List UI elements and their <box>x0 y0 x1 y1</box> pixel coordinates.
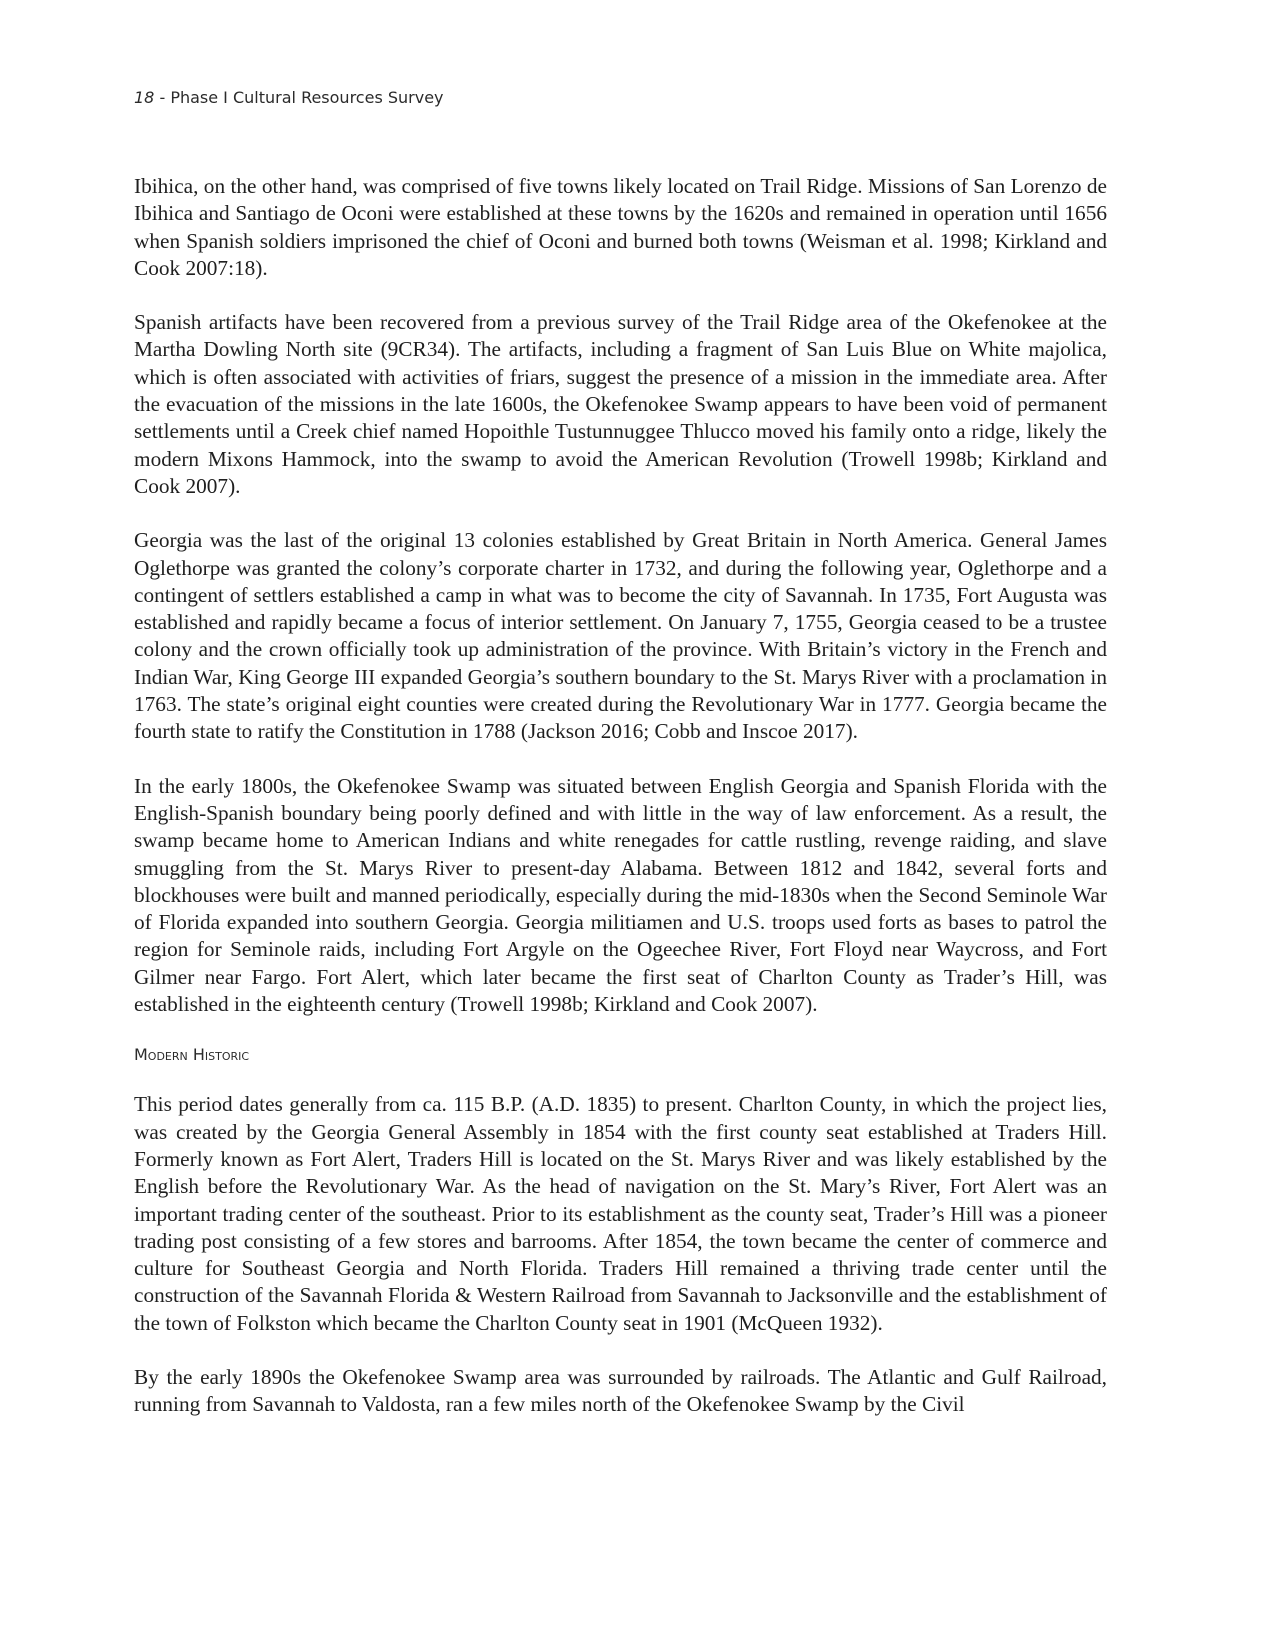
running-header <box>134 88 444 107</box>
paragraph-spanish-artifacts: Spanish artifacts have been recovered from a previous survey of the Trail Ridge area of the Okefenokee at the Martha Dowling North site (9CR34). The artifacts, including a fragment of San Luis Blue on White majolica, which is often associated with activities of friars, suggest the presence of a mission in the immediate area. After the evacuation of the missions in the late 1600s, the Okefenokee Swamp appears to have been void of permanent settlements until a Creek chief named Hopoithle Tustunnuggee Thlucco moved his family onto a ridge, likely the modern Mixons Hammock, into the swamp to avoid the American Revolution (Trowell 1998b; Kirkland and Cook 2007). <box>134 310 1107 498</box>
section-heading-modern-historic: Modern Historic <box>134 1045 250 1065</box>
header-title: Phase I Cultural Resources Survey <box>170 88 444 107</box>
page-number: 18 <box>134 88 155 107</box>
header-separator: - <box>154 88 171 107</box>
paragraph-georgia-colony: Georgia was the last of the original 13 colonies established by Great Britain in North America. General James Oglethorpe was granted the colony’s corporate charter in 1732, and during the following year, Oglethorpe and a contingent of settlers established a camp in what was to become the city of Savannah. In 1735, Fort Augusta was established and rapidly became a focus of interior settlement. On January 7, 1755, Georgia ceased to be a trustee colony and the crown officially took up administration of the province. With Britain’s victory in the French and Indian War, King George III expanded Georgia’s southern boundary to the St. Marys River with a proclamation in 1763. The state’s original eight counties were created during the Revolutionary War in 1777. Georgia became the fourth state to ratify the Constitution in 1788 (Jackson 2016; Cobb and Inscoe 2017). <box>134 528 1107 744</box>
body-text <box>134 173 1107 1446</box>
paragraph-railroads: By the early 1890s the Okefenokee Swamp area was surrounded by railroads. The Atlantic and Gulf Railroad, running from Savannah to Valdosta, ran a few miles north of the Okefenokee Swamp by the Civil <box>134 1364 1107 1417</box>
paragraph-early-1800s: In the early 1800s, the Okefenokee Swamp was situated between English Georgia and Spanish Florida with the English-Spanish boundary being poorly defined and with little in the way of law enforcement. As a result, the swamp became home to American Indians and white renegades for cattle rustling, revenge raiding, and slave smuggling from the St. Marys River to present-day Alabama. Between 1812 and 1842, several forts and blockhouses were built and manned periodically, especially during the mid-1830s when the Second Seminole War of Florida expanded into southern Georgia. Georgia militiamen and U.S. troops used forts as bases to patrol the region for Seminole raids, including Fort Argyle on the Ogeechee River, Fort Floyd near Waycross, and Fort Gilmer near Fargo. Fort Alert, which later became the first seat of Charlton County as Trader’s Hill, was established in the eighteenth century (Trowell 1998b; Kirkland and Cook 2007). <box>134 773 1107 1017</box>
paragraph-ibihica: Ibihica, on the other hand, was comprised of five towns likely located on Trail Ridge. Missions of San Lorenzo de Ibihica and Santiago de Oconi were established at these towns by the 1620s and remained in operation until 1656 when Spanish soldiers imprisoned the chief of Oconi and burned both towns (Weisman et al. 1998; Kirkland and Cook 2007:18). <box>134 174 1107 280</box>
paragraph-modern-period: This period dates generally from ca. 115 B.P. (A.D. 1835) to present. Charlton County, in which the project lies, was created by the Georgia General Assembly in 1854 with the first county seat established at Traders Hill. Formerly known as Fort Alert, Traders Hill is located on the St. Marys River and was likely established by the English before the Revolutionary War. As the head of navigation on the St. Mary’s River, Fort Alert was an important trading center of the southeast. Prior to its establishment as the county seat, Trader’s Hill was a pioneer trading post consisting of a few stores and barrooms. After 1854, the town became the center of commerce and culture for Southeast Georgia and North Florida. Traders Hill remained a thriving trade center until the construction of the Savannah Florida & Western Railroad from Savannah to Jacksonville and the establishment of the town of Folkston which became the Charlton County seat in 1901 (McQueen 1932). <box>134 1092 1107 1335</box>
